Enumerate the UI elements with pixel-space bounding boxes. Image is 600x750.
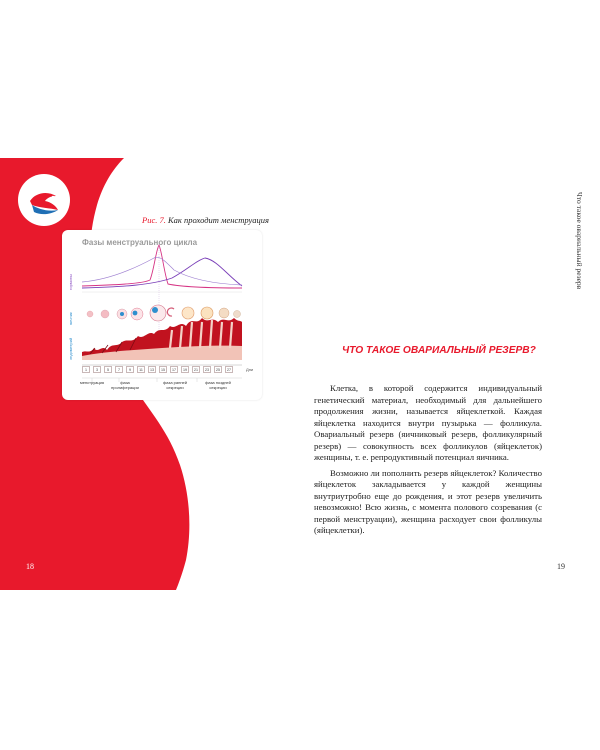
axis-label-endometrium: эндометрий: [68, 337, 73, 360]
axis-label-ovary: яичник: [68, 312, 73, 325]
phase-label-line: фаза: [120, 380, 130, 385]
figure-caption-text: Как проходит менструация: [167, 215, 269, 225]
day-cell: 15: [161, 368, 165, 372]
body-text: [314, 383, 542, 537]
progesterone-curve: [82, 258, 242, 288]
paragraph: Возможно ли пополнить резерв яйцеклеток? Количество яйцеклеток закладывается у каждой женщины внутриутробно еще до рождения, и этот резерв увеличить невозможно! Всю жизнь, с момента полового созревания (с первой менструации), женщина расходует свои фолликулы (яйцеклетки).: [314, 467, 542, 535]
day-cell: 27: [227, 368, 231, 372]
bird-icon: [18, 174, 70, 226]
day-cell: 17: [172, 368, 176, 372]
day-cell: 1: [82, 366, 90, 373]
menstrual-cycle-figure: [62, 230, 262, 400]
phase-label-line: менструация: [79, 380, 105, 385]
day-cell: 21: [194, 368, 198, 372]
phase-label-menstruation: [76, 380, 108, 385]
day-cell: 11: [137, 366, 145, 373]
ovary-follicles: [87, 305, 241, 321]
running-head: Что такое овариальный резерв: [575, 192, 584, 290]
day-cell: 3: [93, 366, 101, 373]
phase-label-late-secretion: [200, 380, 236, 390]
phase-label-line: секреции: [209, 385, 227, 390]
paragraph: Клетка, в которой содержится индивидуальный генетический материал, необходимый для дальнейшего продолжения жизни, называется яйцеклеткой. Каждая яйцеклетка находится внутри пузырька — фолликула. Овариальный резерв (яичниковый резерв, фолликулярный резерв) — совокупность всех фолликулов (яйцеклеток) женщины, т. е. репродуктивный потенциал яичника.: [314, 383, 542, 462]
phase-label-proliferation: [108, 380, 142, 390]
phase-label-line: фаза поздней: [205, 380, 231, 385]
day-cell: 5: [104, 366, 112, 373]
lh-curve: [82, 245, 242, 288]
page-number-right: 19: [557, 562, 565, 571]
logo-bird: [18, 174, 70, 226]
axis-label-hormones: гормоны: [68, 274, 73, 290]
phase-label-line: фаза ранней: [163, 380, 187, 385]
day-cell: 25: [216, 368, 220, 372]
day-cell: 19: [183, 368, 187, 372]
day-cell: 9: [126, 366, 134, 373]
page-number-left: 18: [26, 562, 34, 571]
phase-label-line: секреции: [166, 385, 184, 390]
ruptured-follicle: [167, 308, 174, 316]
day-cell: 7: [115, 366, 123, 373]
day-cell: 23: [205, 368, 209, 372]
section-heading: ЧТО ТАКОЕ ОВАРИАЛЬНЫЙ РЕЗЕРВ?: [342, 345, 536, 356]
phase-label-early-secretion: [158, 380, 192, 390]
figure-caption-number: Рис. 7.: [142, 215, 166, 225]
figure-title: Фазы менструального цикла: [82, 238, 198, 247]
figure-caption: [142, 215, 269, 225]
phase-label-line: пролиферации: [111, 385, 139, 390]
endometrium-layer: [82, 318, 242, 360]
day-axis-label: Дни: [246, 367, 254, 372]
day-cell: 13: [150, 368, 154, 372]
figure-illustration: [62, 230, 262, 400]
